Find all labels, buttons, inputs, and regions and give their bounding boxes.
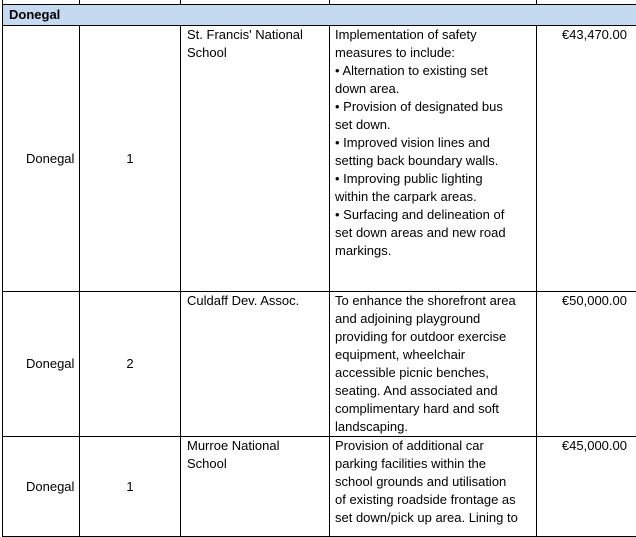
recipient-line: Murroe National [187,437,325,455]
project-line: and adjoining playground [335,310,532,328]
project-line: accessible picnic benches, [335,364,532,382]
recipient-line: School [187,455,325,473]
recipient-cell [181,292,330,437]
county-cell: Donegal [3,292,80,437]
amount-cell: €45,000.00 [537,437,636,537]
project-line: • Surfacing and delineation of [335,206,532,224]
project-description-cell [330,26,537,292]
amount-cell: €50,000.00 [537,292,636,437]
project-line: set down/pick up area. Lining to [335,509,532,527]
county-band-row [3,5,636,26]
recipient-line: School [187,44,325,62]
project-line: set down. [335,116,532,134]
project-line: down area. [335,80,532,98]
project-line: Provision of additional car [335,437,532,455]
project-line: set down areas and new road [335,224,532,242]
project-line: school grounds and utilisation [335,473,532,491]
count-cell: 1 [80,437,181,537]
recipient-cell [181,26,330,292]
project-line: Implementation of safety [335,26,532,44]
recipient-line: St. Francis' National [187,26,325,44]
table-row [3,26,636,292]
project-line: • Improving public lighting [335,170,532,188]
project-line: within the carpark areas. [335,188,532,206]
project-line: seating. And associated and [335,382,532,400]
project-line: equipment, wheelchair [335,346,532,364]
project-line: providing for outdoor exercise [335,328,532,346]
amount-cell: €43,470.00 [537,26,636,292]
project-line: To enhance the shorefront area [335,292,532,310]
recipient-cell [181,437,330,537]
project-line: landscaping. [335,418,532,436]
table-row [3,292,636,437]
project-description-cell [330,292,537,437]
project-line: • Improved vision lines and [335,134,532,152]
project-description-cell [330,437,537,537]
count-cell: 2 [80,292,181,437]
grants-table [2,0,636,537]
recipient-line: Culdaff Dev. Assoc. [187,292,325,310]
count-cell: 1 [80,26,181,292]
county-cell: Donegal [3,437,80,537]
table-row [3,437,636,537]
project-line: parking facilities within the [335,455,532,473]
project-line: • Alternation to existing set [335,62,532,80]
project-line: • Provision of designated bus [335,98,532,116]
project-line: setting back boundary walls. [335,152,532,170]
project-line: markings. [335,242,532,260]
project-line: complimentary hard and soft [335,400,532,418]
project-line: of existing roadside frontage as [335,491,532,509]
county-cell: Donegal [3,26,80,292]
county-band-label: Donegal [3,5,636,26]
project-line: measures to include: [335,44,532,62]
